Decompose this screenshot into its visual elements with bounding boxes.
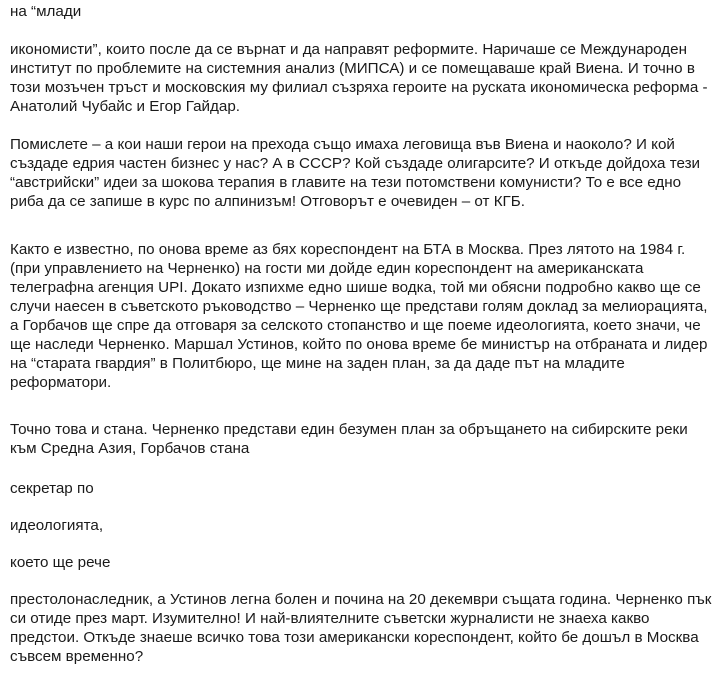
paragraph: престолонаследник, а Устинов легна болен и почина на 20 декември същата година. Черненко пък си отиде през март. Изумително! И най-влиятелните съветски журналисти не знаеха какво предстои. Откъде знаеше всичко това този американски кореспондент, който бе дошъл в Москва съвсем временно? (10, 591, 712, 665)
paragraph: Точно това и стана. Черненко представи един безумен план за обръщането на сибирските реки към Средна Азия, Горбачов стана (10, 421, 688, 457)
paragraph: на “млади (10, 3, 82, 20)
paragraph: идеологията, (10, 517, 104, 534)
paragraph: секретар по (10, 480, 94, 497)
paragraph: Както е известно, по онова време аз бях кореспондент на БТА в Москва. През лятото на 1984 г. (при управлението на Черненко) на гости ми дойде един кореспондент на американската телеграфна агенция UPI. Докато изпихме едно шише водка, той ми обясни подробно какво ще се случи наесен в съветското ръководство – Черненко ще представи голям доклад за мелиорацията, а Горбачов ще спре да отговаря за селското стопанство и ще поеме идеологията, което значи, че ще наследи Черненко. Маршал Устинов, който по онова време бе министър на отбраната и лидер на “старата гвардия” в Политбюро, ще мине на заден план, за да даде път на младите реформатори. (10, 241, 708, 391)
paragraph: което ще рече (10, 554, 111, 571)
paragraph: Помислете – а кои наши герои на прехода също имаха леговища във Виена и наоколо? И кой създаде едрия частен бизнес у нас? А в СССР? Кой създаде олигарсите? И откъде дойдоха тези “австрийски” идеи за шокова терапия в главите на тези потомствени комунисти? То е все едно риба да се запише в курс по алпинизъм! Отговорът е очевиден – от КГБ. (10, 136, 701, 210)
paragraph: икономисти”, които после да се върнат и да направят реформите. Наричаше се Международен институт по проблемите на системния анализ (МИПСА) и се помещаваше край Виена. И точно в този мозъчен тръст и московския му филиал съзряха героите на руската икономическа реформа - Анатолий Чубайс и Егор Гайдар. (10, 41, 708, 115)
